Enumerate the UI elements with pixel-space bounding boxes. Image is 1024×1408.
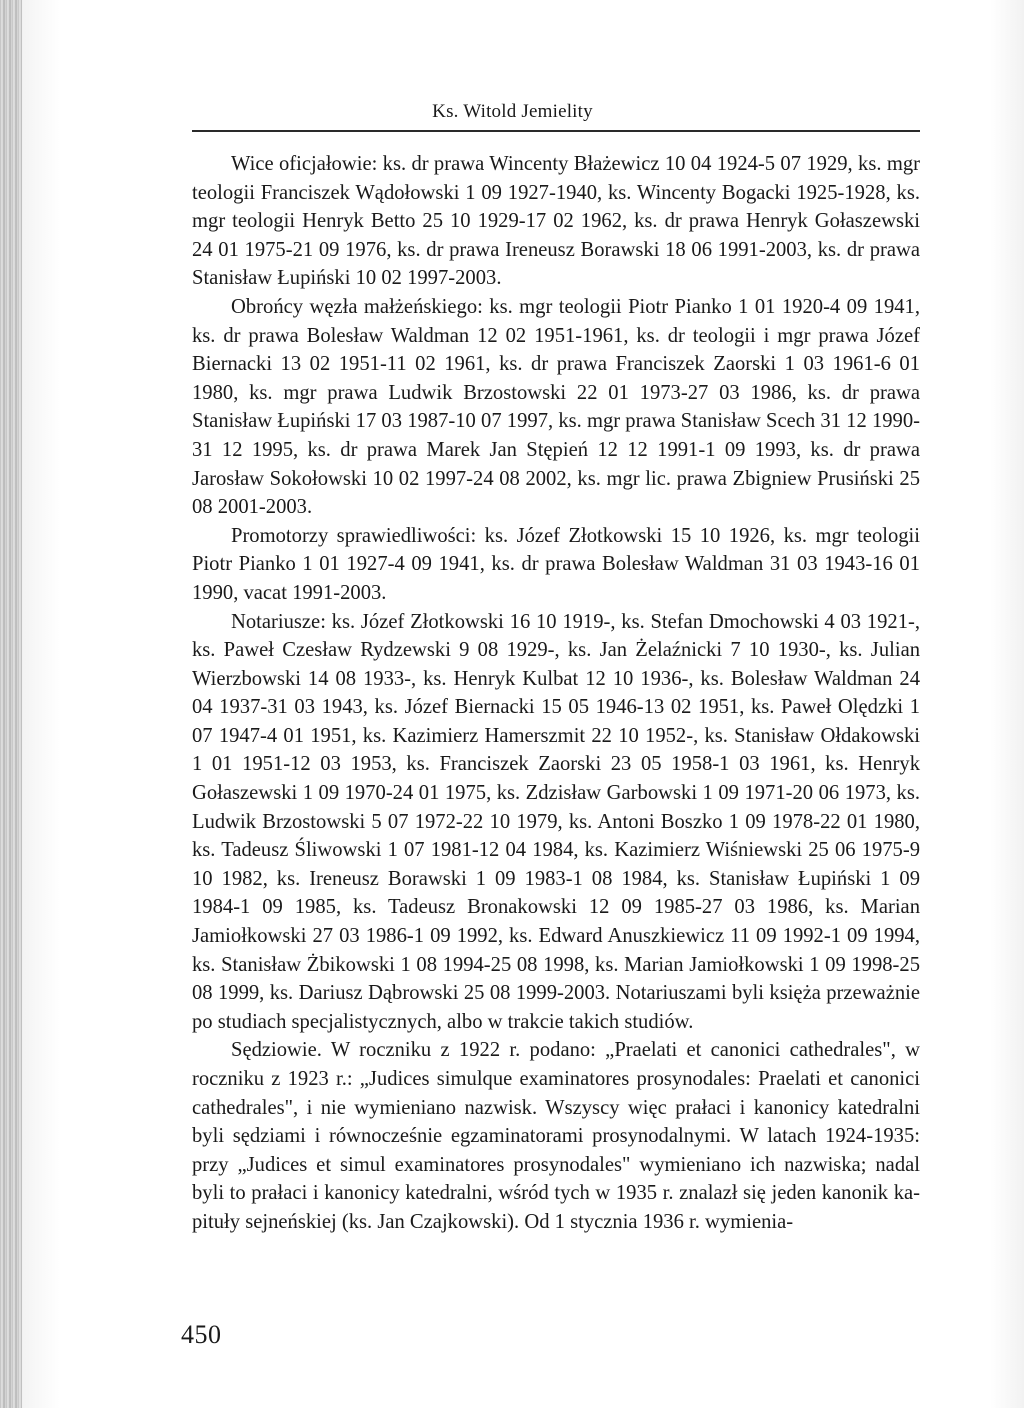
running-header: Ks. Witold Jemielity bbox=[432, 101, 593, 122]
body-text bbox=[192, 150, 920, 1237]
paragraph-notariusze: Notariusze: ks. Józef Złotkowski 16 10 1919-, ks. Stefan Dmochowski 4 03 1921-, ks. Paweł Czesław Rydzewski 9 08 1929-, ks. Jan Żelaźnicki 7 10 1930-, ks. Julian Wierzbowski 14 08 1933-, ks. Henryk Kulbat 12 10 1936-, ks. Bolesław Waldman 24 04 1937-31 03 1943, ks. Józef Biernacki 15 05 1946-13 02 1951, ks. Paweł Olędzki 1 07 1947-4 01 1951, ks. Kazimierz Hamerszmit 22 10 1952-, ks. Stanisław Ołdakowski 1 01 1951-12 03 1953, ks. Franciszek Zaorski 23 05 1958-1 03 1961, ks. Henryk Gołaszewski 1 09 1970-24 01 1975, ks. Zdzisław Garbowski 1 09 1971-20 06 1973, ks. Ludwik Brzostowski 5 07 1972-22 10 1979, ks. Antoni Boszko 1 09 1978-22 01 1980, ks. Tadeusz Śliwowski 1 07 1981-12 04 1984, ks. Kazimierz Wiśniewski 25 06 1975-9 10 1982, ks. Ireneusz Borawski 1 09 1983-1 08 1984, ks. Stanisław Łupiński 1 09 1984-1 09 1985, ks. Tadeusz Bronakowski 12 09 1985-27 03 1986, ks. Marian Jamiołkowski 27 03 1986-1 09 1992, ks. Edward Anuszkiewicz 11 09 1992-1 09 1994, ks. Stanisław Żbikowski 1 08 1994-25 08 1998, ks. Marian Jamiołkowski 1 09 1998-25 08 1999, ks. Dariusz Dąbrowski 25 08 1999-2003. Notariuszami byli księża przeważnie po studiach specjalistycznych, albo w trakcie takich studiów. bbox=[192, 610, 920, 1033]
header-rule bbox=[192, 130, 920, 132]
paragraph-obroncy: Obrońcy węzła małżeńskiego: ks. mgr teologii Piotr Pianko 1 01 1920-4 09 1941, ks. dr prawa Bolesław Waldman 12 02 1951-1961, ks. dr teologii i mgr prawa Józef Biernacki 13 02 1951-11 02 1961, ks. dr prawa Franciszek Zaorski 1 03 1961-6 01 1980, ks. mgr prawa Ludwik Brzostowski 22 01 1973-27 03 1986, ks. dr prawa Stanisław Łupiński 17 03 1987-10 07 1997, ks. mgr prawa Stanisław Scech 31 12 1990-31 12 1995, ks. dr prawa Marek Jan Stępień 12 12 1991-1 09 1993, ks. dr prawa Jarosław Sokołowski 10 02 1997-24 08 2002, ks. mgr lic. prawa Zbigniew Prusiński 25 08 2001-2003. bbox=[192, 295, 920, 519]
book-binding-edge bbox=[0, 0, 22, 1408]
paragraph-promotorzy: Promotorzy sprawiedliwości: ks. Józef Złotkowski 15 10 1926, ks. mgr teologii Piotr Pianko 1 01 1927-4 09 1941, ks. dr prawa Bolesław Waldman 31 03 1943-16 01 1990, vacat 1991-2003. bbox=[192, 524, 920, 604]
paragraph-wice-oficjalowie: Wice oficjałowie: ks. dr prawa Wincenty Błażewicz 10 04 1924-5 07 1929, ks. mgr teologii Franciszek Wądołowski 1 09 1927-1940, ks. Wincenty Bogacki 1925-1928, ks. mgr teologii Henryk Betto 25 10 1929-17 02 1962, ks. dr prawa Henryk Gołaszewski 24 01 1975-21 09 1976, ks. dr prawa Ireneusz Borawski 18 06 1991-2003, ks. dr prawa Stanisław Łupiński 10 02 1997-2003. bbox=[192, 153, 920, 290]
paragraph-sedziowie: Sędziowie. W roczniku z 1922 r. podano: „Praelati et canonici cathedrales", w roczniku z 1923 r.: „Judices simulque examinatores prosynodales: Praelati et canonici cathedrales", i nie wymieniano nazwisk. Wszyscy więc prałaci i kanonicy katedralni byli sędziami i równocześnie egzaminatorami prosynodalnymi. W latach 1924-1935: przy „Judices et simul examinatores prosynodales" wymieniano ich nazwiska; nadal byli to prałaci i kanonicy katedralni, wśród tych w 1935 r. znalazł się jeden kanonik kapituły sejneńskiej (ks. Jan Czajkowski). Od 1 stycznia 1936 r. wymienia- bbox=[192, 1039, 920, 1233]
page-number: 450 bbox=[181, 1320, 222, 1349]
